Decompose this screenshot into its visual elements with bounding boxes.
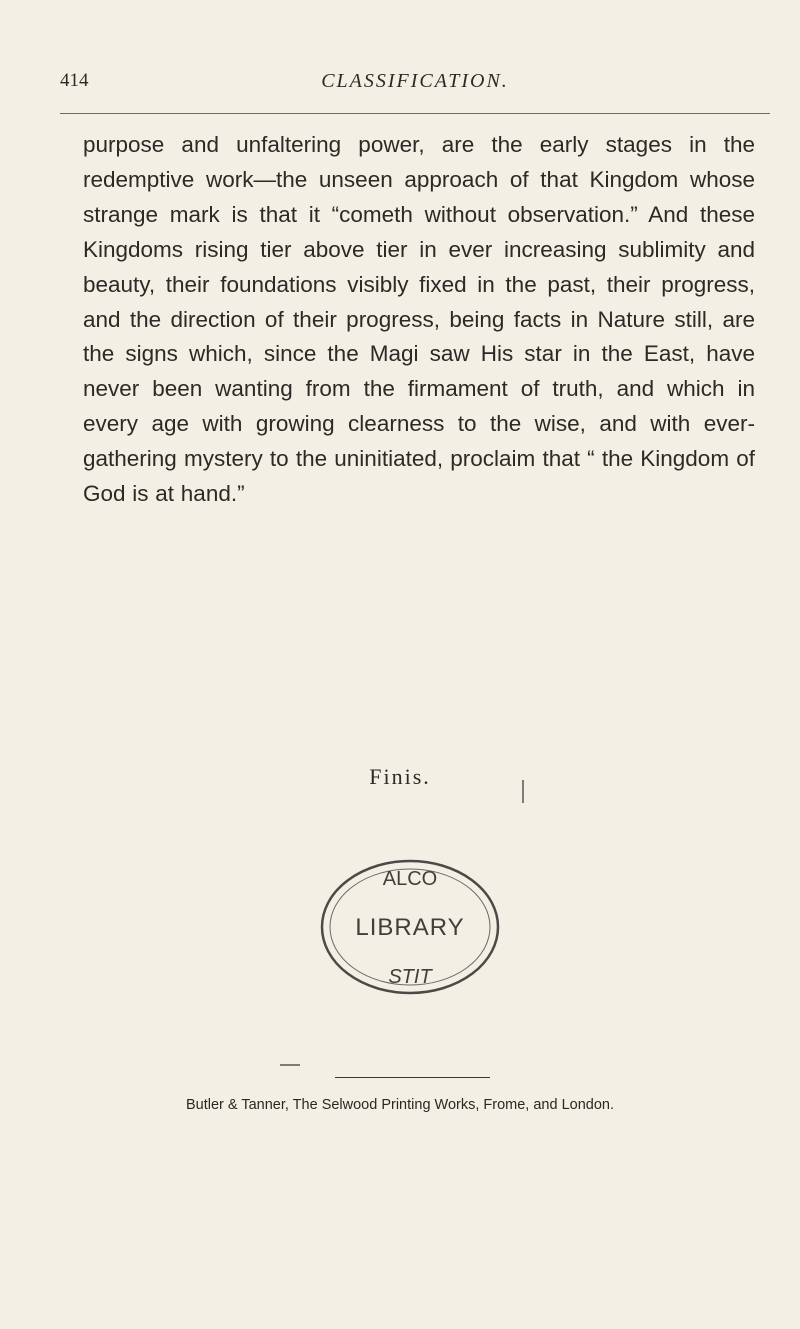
body-paragraph: purpose and unfaltering power, are the early stages in the redemptive work—the unseen approach of that Kingdom whose strange mark is that it “cometh without observation.” And these Kingdoms rising tier above tier in ever increasing sublimity and beauty, their foundations visibly fixed in the past, their progress, and the direction of their progress, being facts in Nature still, are the signs which, since the Magi saw His star in the East, have never been wanting from the firmament of truth, and which in every age with growing clearness to the wise, and with ever-gathering mystery to the uninitiated, proclaim that “ the Kingdom of God is at hand.” <box>83 132 755 507</box>
running-title: CLASSIFICATION. <box>321 70 509 92</box>
stamp-center-text: LIBRARY <box>355 914 465 941</box>
footer-rule <box>335 1077 490 1078</box>
stamp-bottom-text: STIT <box>388 966 432 988</box>
library-stamp <box>280 775 540 1075</box>
page-header <box>60 70 770 100</box>
page-number: 414 <box>60 70 89 91</box>
stamp-top-text: ALCO <box>382 868 438 890</box>
printer-imprint: Butler & Tanner, The Selwood Printing Works, Frome, and London. <box>186 1097 614 1113</box>
header-rule <box>60 113 770 114</box>
finis-heading: Finis. <box>369 764 431 789</box>
